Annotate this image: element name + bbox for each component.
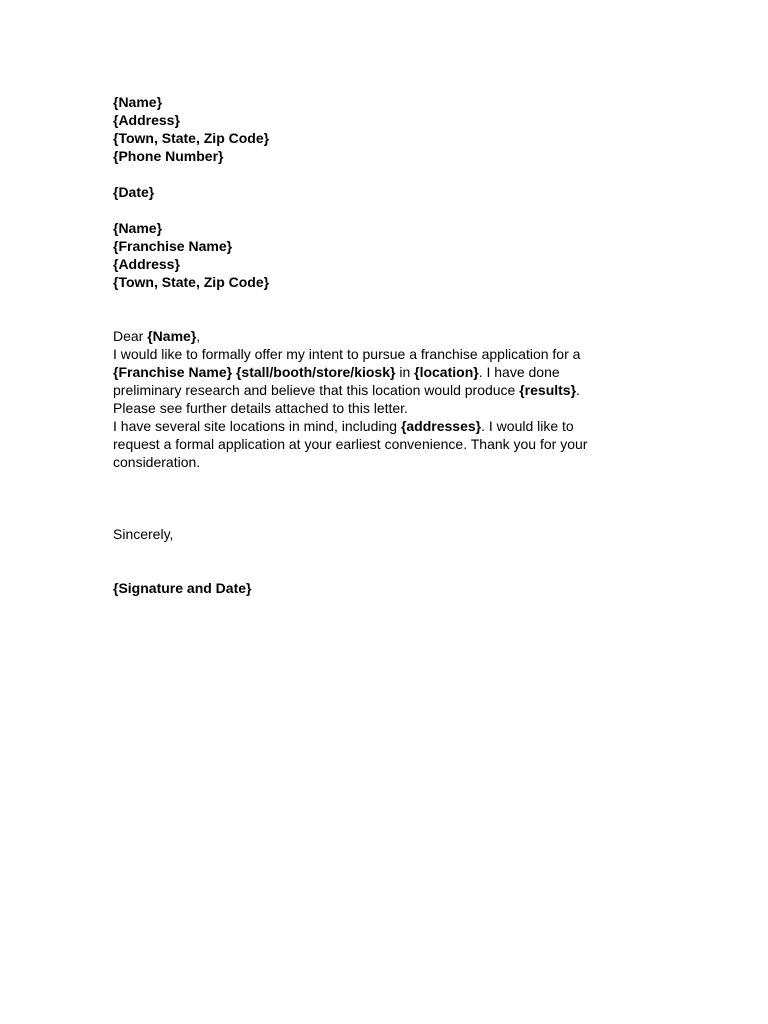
recipient-address: {Address} [113, 256, 180, 272]
paragraph-sites-line-3: consideration. [113, 454, 201, 470]
research-end: . [576, 382, 580, 398]
paragraph-intent-line-4: Please see further details attached to this letter. [113, 400, 408, 416]
salutation [113, 327, 633, 345]
signature-block [113, 579, 633, 597]
paragraph-sites-line-1 [113, 417, 633, 435]
sender-address: {Address} [113, 112, 180, 128]
sender-phone: {Phone Number} [113, 148, 224, 164]
paragraph-intent-line-3 [113, 381, 633, 399]
addresses-placeholder: {addresses} [400, 418, 482, 434]
sender-block [113, 93, 633, 165]
in-text: in [395, 364, 415, 380]
sites-text: I have several site locations in mind, including [113, 418, 401, 434]
after-location-text: . I have done [478, 364, 560, 380]
results-placeholder: {results} [519, 382, 577, 398]
sites-end: . I would like to [481, 418, 574, 434]
closing-text: Sincerely, [113, 526, 174, 542]
recipient-name: {Name} [113, 220, 163, 236]
paragraph-sites-line-2: request a formal application at your earliest convenience. Thank you for your [113, 436, 588, 452]
salutation-suffix: , [196, 328, 201, 344]
date-block [113, 183, 633, 201]
recipient-franchise-name: {Franchise Name} [113, 238, 233, 254]
research-text: preliminary research and believe that this location would produce [113, 382, 520, 398]
recipient-town-state-zip: {Town, State, Zip Code} [113, 274, 270, 290]
salutation-name: {Name} [147, 328, 197, 344]
letter-date: {Date} [113, 184, 155, 200]
paragraph-intent-line-1: I would like to formally offer my intent to pursue a franchise application for a [113, 346, 581, 362]
recipient-block [113, 219, 633, 291]
closing-block [113, 525, 633, 543]
salutation-prefix: Dear [113, 328, 148, 344]
paragraph-sites [113, 417, 633, 471]
paragraph-intent-line-2 [113, 363, 633, 381]
franchise-name-placeholder: {Franchise Name} [113, 364, 233, 380]
letter-body [113, 93, 633, 597]
paragraph-intent [113, 345, 633, 417]
signature-placeholder: {Signature and Date} [113, 580, 252, 596]
salutation-line [113, 327, 633, 345]
outlet-type-placeholder: {stall/booth/store/kiosk} [235, 364, 396, 380]
sender-town-state-zip: {Town, State, Zip Code} [113, 130, 270, 146]
sender-name: {Name} [113, 94, 163, 110]
location-placeholder: {location} [414, 364, 479, 380]
